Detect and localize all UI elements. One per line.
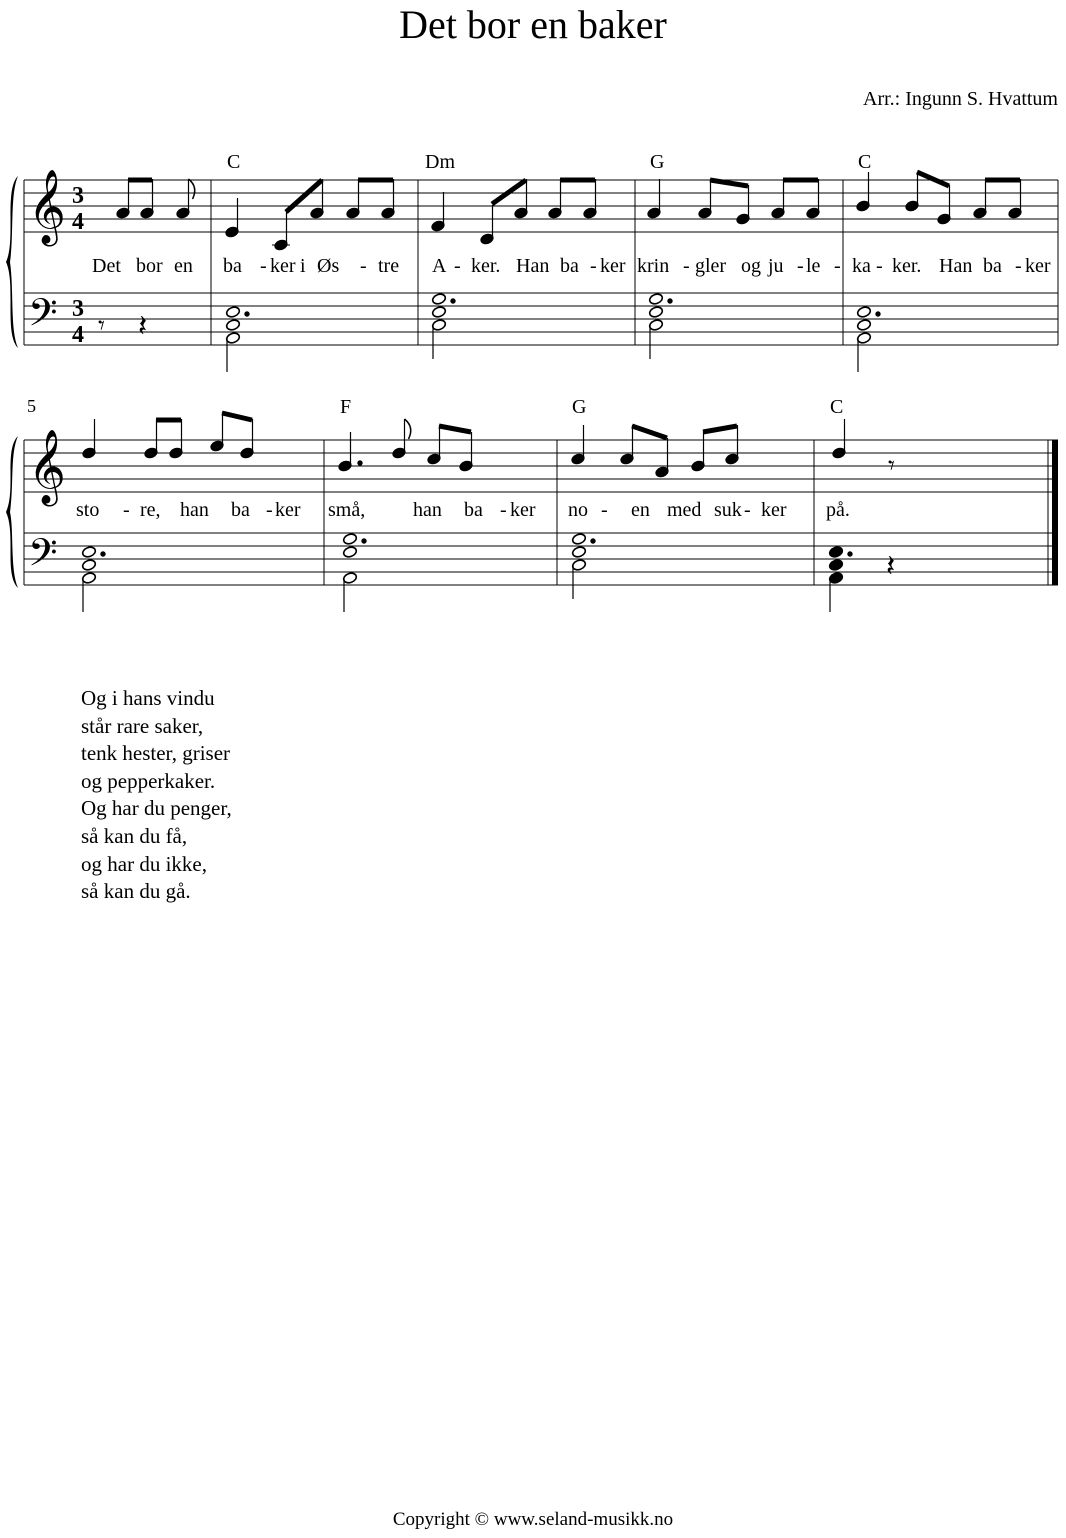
bass-notehead — [648, 293, 663, 306]
lyric-hyphen: - — [744, 499, 751, 521]
lyric-syllable: le — [806, 255, 821, 277]
beam — [439, 426, 471, 432]
bass-clef-icon: 𝄢 — [28, 532, 58, 583]
lyric-syllable: en — [631, 499, 650, 521]
lyric-hyphen: - — [260, 255, 267, 277]
lyric-hyphen: - — [601, 499, 608, 521]
lyric-syllable: han — [180, 499, 209, 521]
dot — [101, 552, 105, 556]
lyric-syllable: med — [667, 499, 702, 521]
bass-notehead — [342, 546, 357, 559]
beam — [703, 426, 737, 432]
dot — [358, 461, 362, 465]
lyric-syllable: ba — [983, 255, 1002, 277]
bass-notehead — [342, 533, 357, 546]
lyric-syllable: gler — [695, 255, 727, 277]
quarter-rest-icon: 𝄽 — [886, 550, 896, 583]
verse-line: og pepperkaker. — [81, 768, 216, 793]
lyric-syllable: og — [741, 255, 761, 277]
lyric-syllable: ba — [464, 499, 483, 521]
dot — [876, 312, 880, 316]
verse-line: Og har du penger, — [81, 796, 232, 821]
lyric-syllable: ba — [560, 255, 579, 277]
brace — [6, 176, 18, 348]
copyright-notice: Copyright © www.seland-musikk.no — [392, 1509, 674, 1530]
eighth-rest-icon: 𝄾 — [98, 311, 105, 340]
dot — [451, 299, 455, 303]
lyric-hyphen: - — [1015, 255, 1022, 277]
dot — [362, 539, 366, 543]
lyric-syllable: re, — [140, 499, 161, 521]
lyric-syllable: Øs — [317, 255, 340, 277]
svg-text:4: 4 — [72, 209, 84, 235]
lyric-syllable: ker — [1025, 255, 1051, 277]
lyric-hyphen: - — [590, 255, 597, 277]
song-title: Det bor en baker — [399, 2, 667, 47]
dot — [591, 539, 595, 543]
lyric-syllable: ker — [510, 499, 536, 521]
chord-symbol: Dm — [425, 151, 455, 173]
lyric-hyphen: - — [876, 255, 883, 277]
lyric-hyphen: - — [683, 255, 690, 277]
verse-line: Og i hans vindu — [81, 686, 215, 710]
verse-line: så kan du gå. — [81, 879, 191, 904]
lyric-hyphen: - — [500, 499, 507, 521]
lyric-hyphen: - — [797, 255, 804, 277]
svg-text:4: 4 — [72, 322, 84, 348]
treble-clef-icon: 𝄞 — [28, 431, 66, 502]
bass-notehead — [431, 293, 446, 306]
lyric-syllable: ker. — [471, 255, 501, 277]
lyric-syllable: ka — [852, 255, 871, 277]
bass-notehead — [342, 572, 357, 585]
bass-notehead — [81, 546, 96, 559]
flag — [189, 179, 195, 199]
bass-notehead — [225, 332, 240, 345]
verse-line: står rare saker, — [81, 713, 204, 738]
lyric-syllable: tre — [378, 255, 400, 277]
lyric-syllable: ker — [600, 255, 626, 277]
chord-symbol: F — [340, 396, 352, 418]
bass-notehead — [856, 332, 871, 345]
lyric-syllable: ba — [223, 255, 242, 277]
lyric-hyphen: - — [266, 499, 273, 521]
lyric-syllable: små, — [328, 499, 366, 521]
bass-notehead — [856, 306, 871, 319]
beam — [492, 180, 526, 204]
treble-staff-lines — [24, 440, 1058, 492]
lyric-syllable: bor — [136, 255, 163, 277]
dot — [245, 312, 249, 316]
bass-notehead — [828, 572, 843, 585]
lyric-syllable: ba — [231, 499, 250, 521]
beam — [286, 180, 322, 212]
bass-notehead — [648, 306, 663, 319]
flag — [405, 419, 411, 439]
bass-notehead — [81, 559, 96, 572]
final-barline — [1052, 440, 1058, 585]
lyric-hyphen: - — [123, 499, 130, 521]
bass-notehead — [828, 546, 843, 559]
svg-text:3: 3 — [72, 183, 84, 209]
lyric-syllable: i — [300, 255, 306, 277]
chord-symbol: G — [572, 396, 587, 418]
verse-text — [81, 685, 232, 906]
verse-line: og har du ikke, — [81, 851, 207, 876]
arranger-credit: Arr.: Ingunn S. Hvattum — [863, 88, 1058, 110]
lyric-syllable: krin — [637, 255, 670, 277]
lyric-syllable: suk — [714, 499, 742, 521]
chord-symbol: C — [227, 151, 241, 173]
dot — [848, 552, 852, 556]
chord-symbol: C — [830, 396, 844, 418]
bass-notehead — [571, 559, 586, 572]
lyric-syllable: ker — [275, 499, 301, 521]
lyric-syllable: ker — [270, 255, 296, 277]
verse-line: tenk hester, griser — [81, 741, 231, 766]
bass-notehead — [431, 306, 446, 319]
lyric-syllable: A — [432, 255, 447, 277]
verse-line: så kan du få, — [81, 823, 188, 848]
bass-notehead — [571, 546, 586, 559]
bass-notehead — [225, 306, 240, 319]
lyric-syllable: en — [174, 255, 193, 277]
bass-notehead — [828, 559, 843, 572]
quarter-rest-icon: 𝄽 — [138, 310, 148, 343]
lyric-hyphen: - — [360, 255, 367, 277]
bass-notehead — [571, 533, 586, 546]
beam — [917, 172, 949, 186]
lyric-syllable: ker — [761, 499, 787, 521]
dot — [668, 299, 672, 303]
lyric-hyphen: - — [834, 255, 841, 277]
lyric-syllable: ker. — [892, 255, 922, 277]
chord-symbol: G — [650, 151, 665, 173]
beam — [222, 413, 252, 420]
lyric-syllable: på. — [826, 499, 850, 521]
lyric-syllable: Det — [92, 255, 121, 277]
lyric-syllable: ju — [768, 255, 784, 277]
brace — [6, 436, 18, 588]
lyric-syllable: han — [413, 499, 442, 521]
bass-staff-lines — [24, 533, 1058, 585]
chord-symbol: C — [858, 151, 872, 173]
bass-staff-lines — [24, 293, 1058, 345]
time-signature — [72, 183, 84, 348]
bass-clef-icon: 𝄢 — [28, 292, 58, 343]
lyric-syllable: Han — [516, 255, 550, 277]
bass-notehead — [81, 572, 96, 585]
bass-notehead — [225, 319, 240, 332]
sheet-music — [0, 0, 1066, 620]
lyric-syllable: Han — [939, 255, 973, 277]
lyric-syllable: sto — [76, 499, 100, 521]
svg-text:3: 3 — [72, 296, 84, 322]
bass-notehead — [648, 319, 663, 332]
beam — [710, 180, 748, 186]
bass-notehead — [856, 319, 871, 332]
lyric-syllable: no — [568, 499, 588, 521]
treble-clef-icon: 𝄞 — [28, 171, 66, 242]
bass-notehead — [431, 319, 446, 332]
lyric-hyphen: - — [454, 255, 461, 277]
beam — [632, 426, 667, 438]
eighth-rest-icon: 𝄾 — [888, 451, 895, 480]
treble-staff-lines — [24, 180, 1058, 232]
measure-number: 5 — [27, 396, 36, 416]
